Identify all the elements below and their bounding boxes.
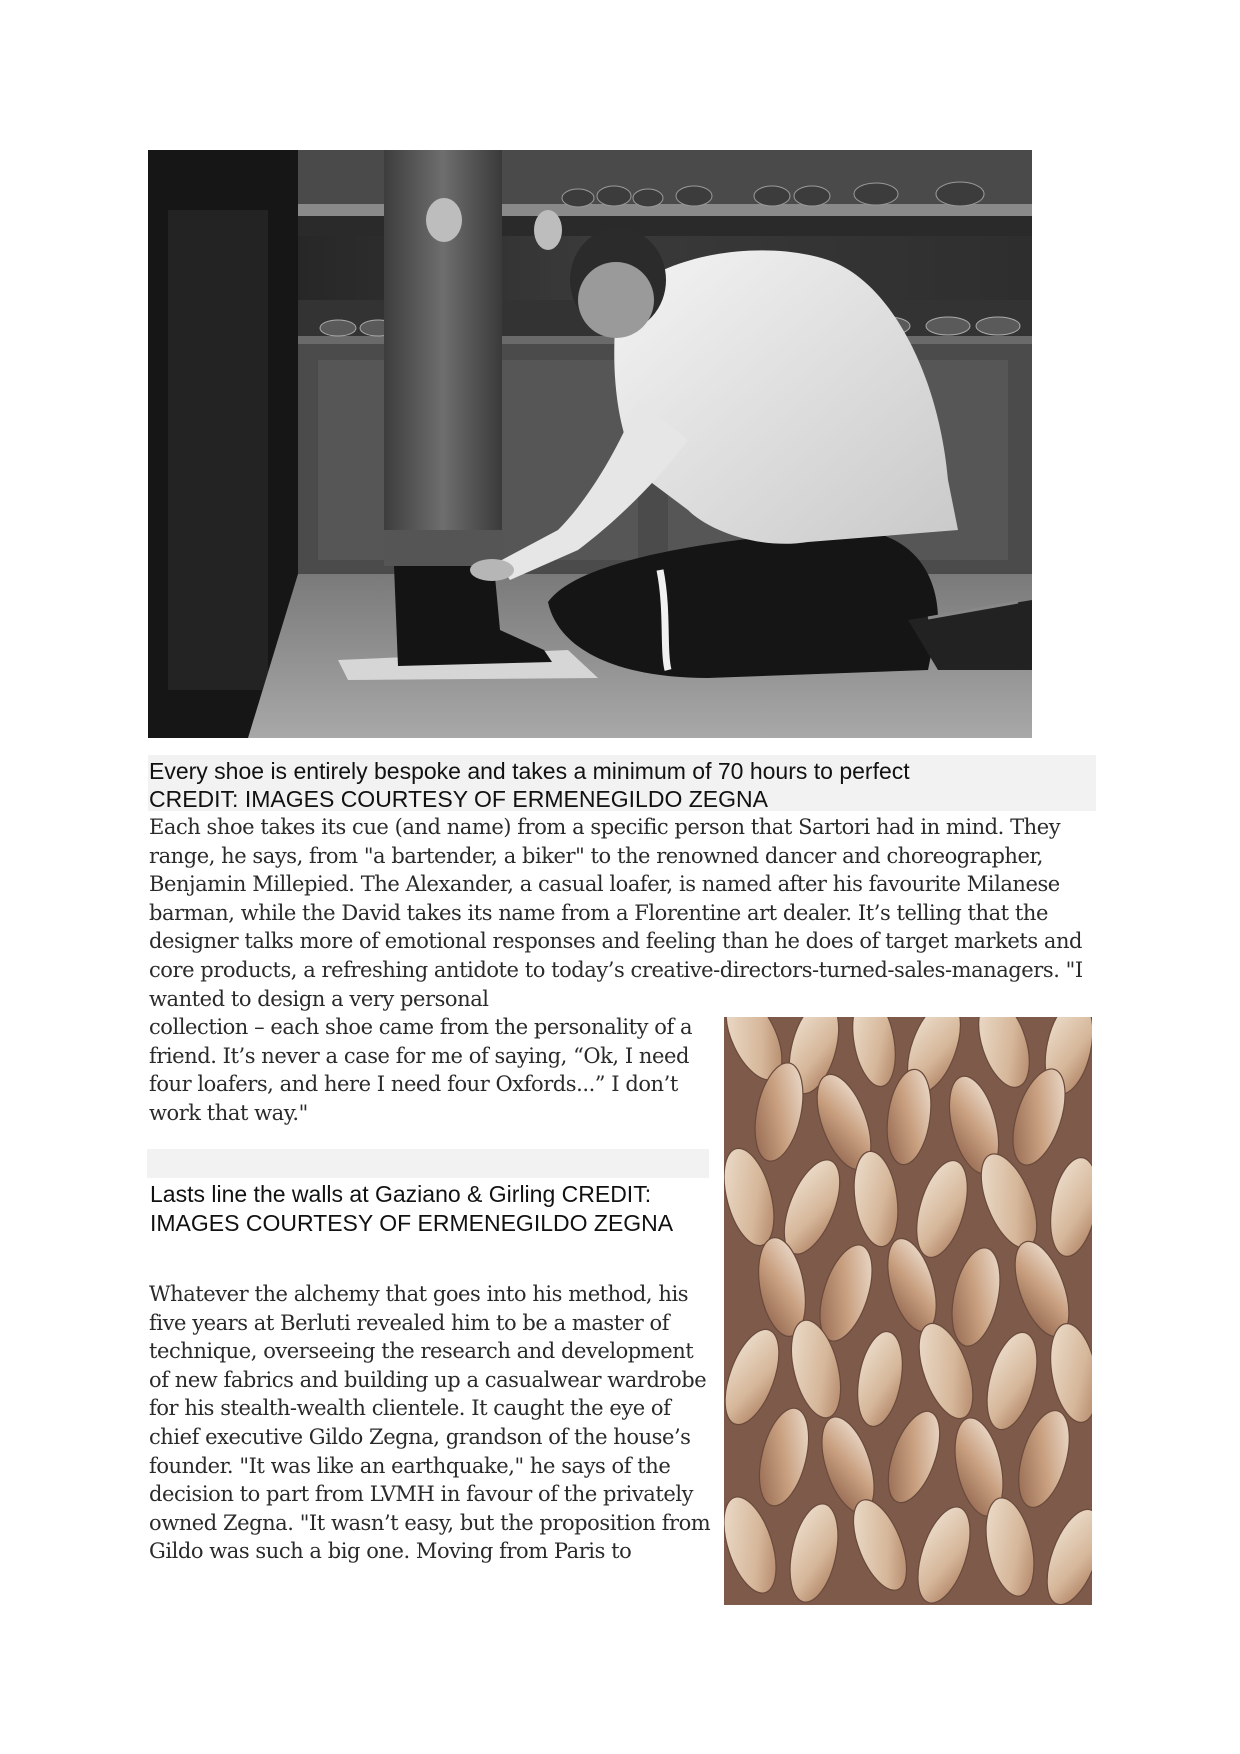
article-paragraph: Whatever the alchemy that goes into his method, his five years at Berluti revealed him to be a master of technique, overseeing the research and development of new fabrics and building up a casualwear wardrobe for his stealth-wealth clientele. It caught the eye of chief executive Gildo Zegna, grandson of the house’s founder. "It was like an earthquake," he says of the decision to part from LVMH in favour of the privately owned Zegna. "It wasn’t easy, but the proposition from Gildo was such a big one. Moving from Paris to (149, 1282, 711, 1564)
shoe-fitting-photo (148, 150, 1032, 738)
article-paragraph: Each shoe takes its cue (and name) from a specific person that Sartori had in mind. They range, he says, from "a bartender, a biker" to the renowned dancer and choreographer, Benjamin Millepied. The Alexander, a casual loafer, is named after his favourite Milanese barman, while the David takes its name from a Florentine art dealer. It’s telling that the designer talks more of emotional responses and feeling than he does of target markets and core products, a refreshing antidote to today’s creative-directors-turned-sales-managers. "I wanted to design a very personal (149, 815, 1083, 1011)
shoe-lasts-photo (724, 1017, 1092, 1605)
caption-background (147, 1149, 709, 1178)
photo-caption: Every shoe is entirely bespoke and takes a minimum of 70 hours to perfect CREDIT: IMAGES COURTESY OF ERMENEGILDO ZEGNA (149, 758, 910, 812)
article-paragraph-continued: collection – each shoe came from the personality of a friend. It’s never a case for me of saying, “Ok, I need four loafers, and here I need four Oxfords...” I don’t work that way." (149, 1015, 693, 1125)
photo-caption: Lasts line the walls at Gaziano & Girling CREDIT: IMAGES COURTESY OF ERMENEGILDO ZEGNA (150, 1181, 674, 1236)
